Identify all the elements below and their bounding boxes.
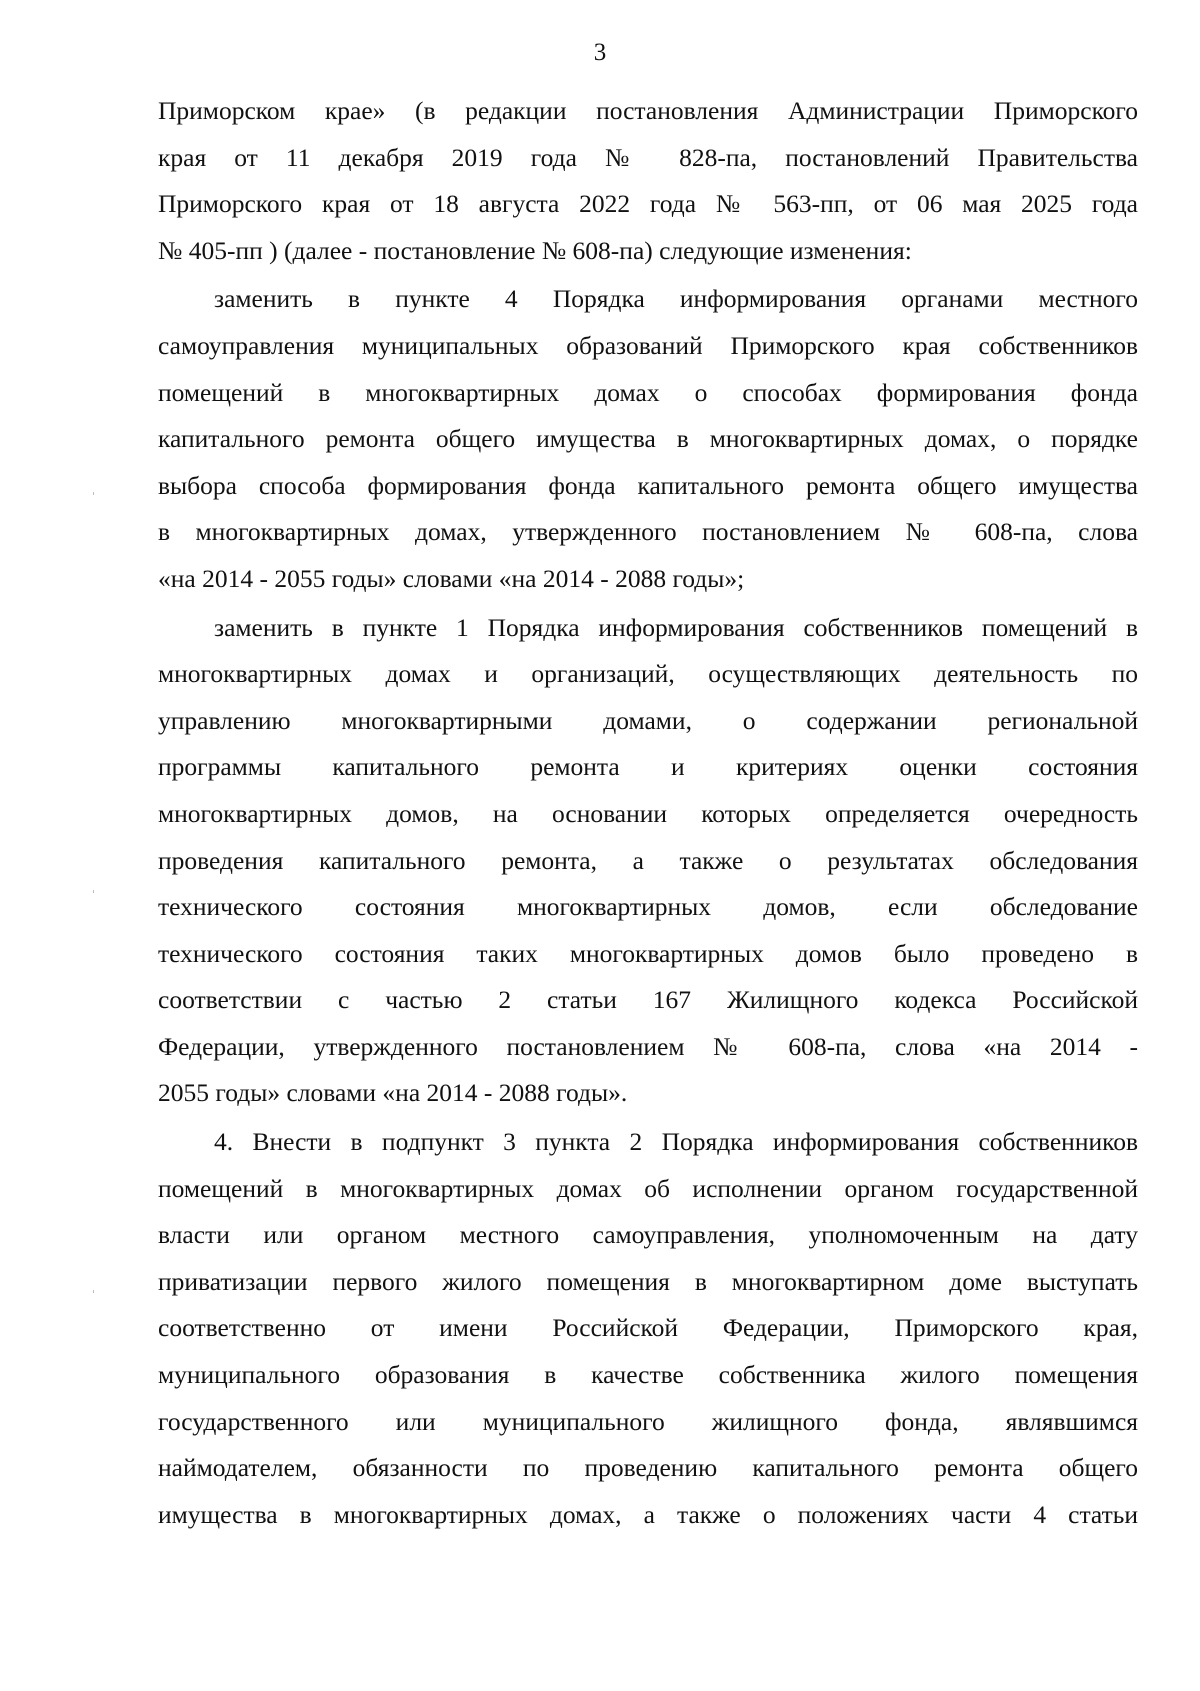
text-line: заменить в пункте 1 Порядка информирования собственников помещений в <box>214 612 1138 642</box>
scan-speck <box>93 492 94 495</box>
text-line: «на 2014 - 2055 годы» словами «на 2014 - 2088 годы»; <box>158 563 745 593</box>
text-line: выбора способа формирования фонда капитального ремонта общего имущества <box>158 470 1138 500</box>
document-body <box>158 88 1138 1538</box>
text-line: самоуправления муниципальных образований Приморского края собственников <box>158 330 1138 360</box>
text-line: капитального ремонта общего имущества в многоквартирных домах, о порядке <box>158 424 1138 454</box>
text-line: помещений в многоквартирных домах о способах формирования фонда <box>158 377 1138 407</box>
page-number: 3 <box>593 39 607 66</box>
text-line: соответствии с частью 2 статьи 167 Жилищного кодекса Российской <box>158 985 1138 1015</box>
text-line: программы капитального ремонта и критериях оценки состояния <box>158 752 1138 782</box>
text-line: края от 11 декабря 2019 года № 828-па, постановлений Правительства <box>158 142 1138 172</box>
text-line: многоквартирных домах и организаций, осуществляющих деятельность по <box>158 659 1138 689</box>
paragraph-intro-continuation <box>158 88 1138 274</box>
text-line: муниципального образования в качестве собственника жилого помещения <box>158 1360 1138 1390</box>
text-line: Приморского края от 18 августа 2022 года № 563-пп, от 06 мая 2025 года <box>158 189 1138 219</box>
text-line: Федерации, утвержденного постановлением № 608-па, слова «на 2014 - <box>158 1031 1138 1061</box>
text-line: в многоквартирных домах, утвержденного постановлением № 608-па, слова <box>158 517 1138 547</box>
text-line: помещений в многоквартирных домах об исполнении органом государственной <box>158 1173 1138 1203</box>
text-line: Приморском крае» (в редакции постановления Администрации Приморского <box>158 96 1138 125</box>
text-line: 4. Внести в подпункт 3 пункта 2 Порядка информирования собственников <box>214 1127 1138 1157</box>
text-line: соответственно от имени Российской Федерации, Приморского края, <box>158 1313 1138 1343</box>
text-line: управлению многоквартирными домами, о содержании региональной <box>158 705 1138 735</box>
text-line: № 405-пп ) (далее - постановление № 608-па) следующие изменения: <box>158 235 912 265</box>
text-line: технического состояния многоквартирных домов, если обследование <box>158 892 1138 922</box>
paragraph-item-4 <box>158 1119 1138 1538</box>
scan-speck <box>93 1290 94 1293</box>
text-line: заменить в пункте 4 Порядка информирования органами местного <box>214 284 1138 314</box>
text-line: технического состояния таких многоквартирных домов было проведено в <box>158 938 1138 968</box>
text-line: 2055 годы» словами «на 2014 - 2088 годы». <box>158 1078 628 1108</box>
text-line: государственного или муниципального жилищного фонда, являвшимся <box>158 1406 1138 1436</box>
text-line: проведения капитального ремонта, а также о результатах обследования <box>158 845 1138 875</box>
text-line: наймодателем, обязанности по проведению капитального ремонта общего <box>158 1453 1138 1483</box>
text-line: приватизации первого жилого помещения в многоквартирном доме выступать <box>158 1266 1138 1296</box>
paragraph-replace-point-4 <box>158 276 1138 602</box>
scan-speck <box>93 890 94 893</box>
text-line: имущества в многоквартирных домах, а также о положениях части 4 статьи <box>158 1499 1138 1529</box>
paragraph-replace-point-1 <box>158 605 1138 1118</box>
text-line: многоквартирных домов, на основании которых определяется очередность <box>158 798 1138 828</box>
text-line: власти или органом местного самоуправления, уполномоченным на дату <box>158 1220 1138 1250</box>
